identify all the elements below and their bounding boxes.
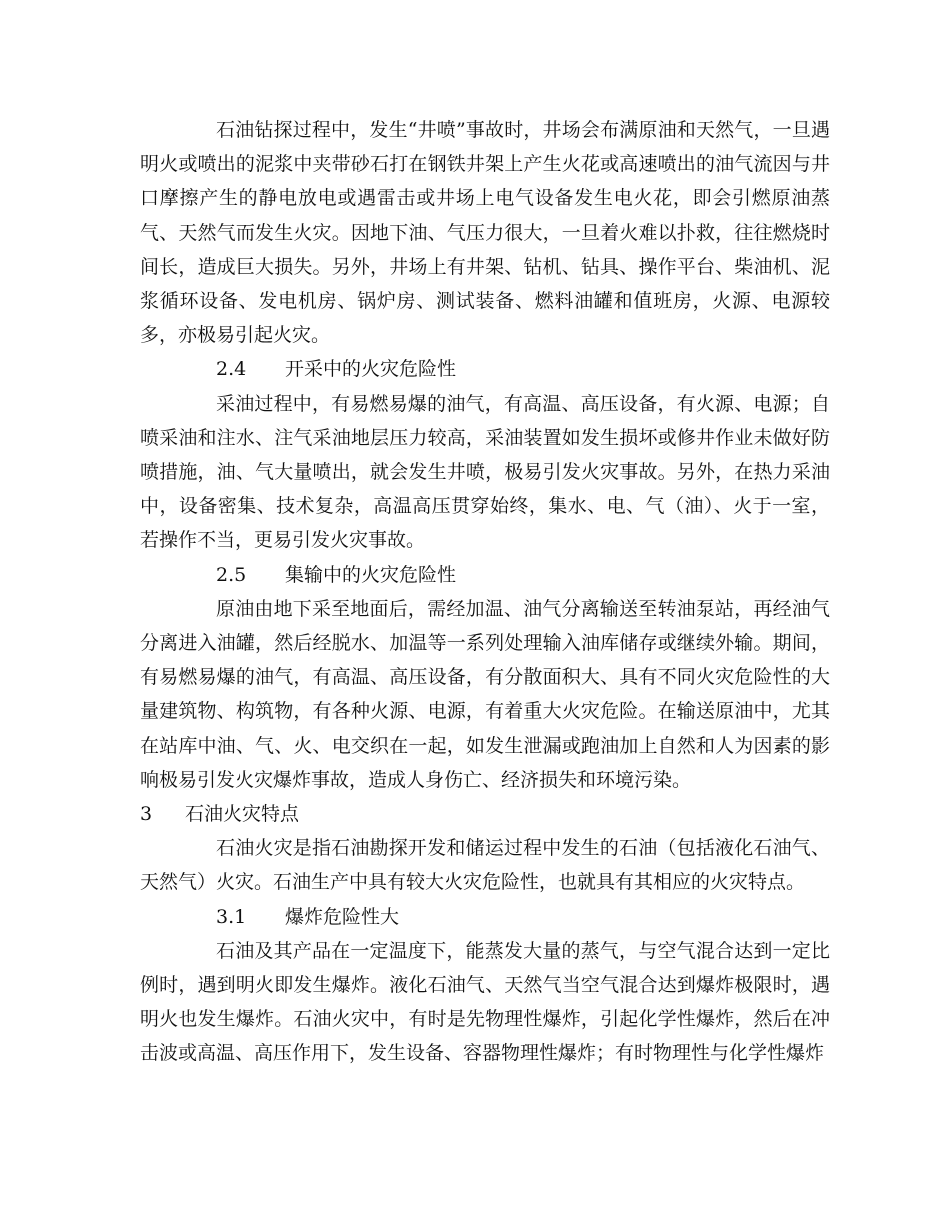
paragraph-extraction-fire-risk: 采油过程中，有易燃易爆的油气，有高温、高压设备，有火源、电源；自喷采油和注水、注气采油地层压力较高，采油装置如发生损坏或修井作业未做好防喷措施，油、气大量喷出，就会发生井喷，极易引发火灾事故。另外，在热力采油中，设备密集、技术复杂，高温高压贯穿始终，集水、电、气（油）、火于一室，若操作不当，更易引发火灾事故。: [140, 392, 830, 552]
paragraph-drilling-fire-risk: 石油钻探过程中，发生“井喷”事故时，井场会布满原油和天然气，一旦遇明火或喷出的泥浆中夹带砂石打在钢铁井架上产生火花或高速喷出的油气流因与井口摩擦产生的静电放电或遇雷击或井场上电气设备发生电火花，即会引燃原油蒸气、天然气而发生火灾。因地下油、气压力很大，一旦着火难以扑救，往往燃烧时间长，造成巨大损失。另外，井场上有井架、钻机、钻具、操作平台、柴油机、泥浆循环设备、发电机房、锅炉房、测试装备、燃料油罐和值班房，火源、电源较多，亦极易引起火灾。: [140, 119, 830, 347]
paragraph-gathering-fire-risk: 原油由地下采至地面后，需经加温、油气分离输送至转油泵站，再经油气分离进入油罐，然后经脱水、加温等一系列处理输入油库储存或继续外输。期间，有易燃易爆的油气，有高温、高压设备，有分散面积大、具有不同火灾危险性的大量建筑物、构筑物，有各种火源、电源，有着重大火灾危险。在输送原油中，尤其在站库中油、气、火、电交织在一起，如发生泄漏或跑油加上自然和人为因素的影响极易引发火灾爆炸事故，造成人身伤亡、经济损失和环境污染。: [140, 597, 830, 791]
section-title: 石油火灾特点: [185, 803, 300, 826]
section-heading-2-4: [140, 352, 830, 386]
section-number: 2.5: [216, 563, 247, 586]
section-number: 3.1: [216, 905, 247, 928]
section-number: 2.4: [216, 358, 247, 381]
paragraph-oil-fire-definition: 石油火灾是指石油勘探开发和储运过程中发生的石油（包括液化石油气、天然气）火灾。石油生产中具有较大火灾危险性，也就具有其相应的火灾特点。: [140, 837, 830, 894]
section-title: 爆炸危险性大: [285, 905, 400, 928]
section-heading-2-5: [140, 558, 830, 592]
section-heading-3-1: [140, 900, 830, 934]
section-title: 开采中的火灾危险性: [285, 358, 457, 381]
document-body: [140, 113, 830, 1071]
section-heading-3: [140, 797, 830, 831]
paragraph-explosion-risk: 石油及其产品在一定温度下，能蒸发大量的蒸气，与空气混合达到一定比例时，遇到明火即发生爆炸。液化石油气、天然气当空气混合达到爆炸极限时，遇明火也发生爆炸。石油火灾中，有时是先物理性爆炸，引起化学性爆炸，然后在冲击波或高温、高压作用下，发生设备、容器物理性爆炸；有时物理性与化学性爆炸: [140, 939, 830, 1065]
section-title: 集输中的火灾危险性: [285, 563, 457, 586]
section-number: 3: [140, 803, 153, 826]
